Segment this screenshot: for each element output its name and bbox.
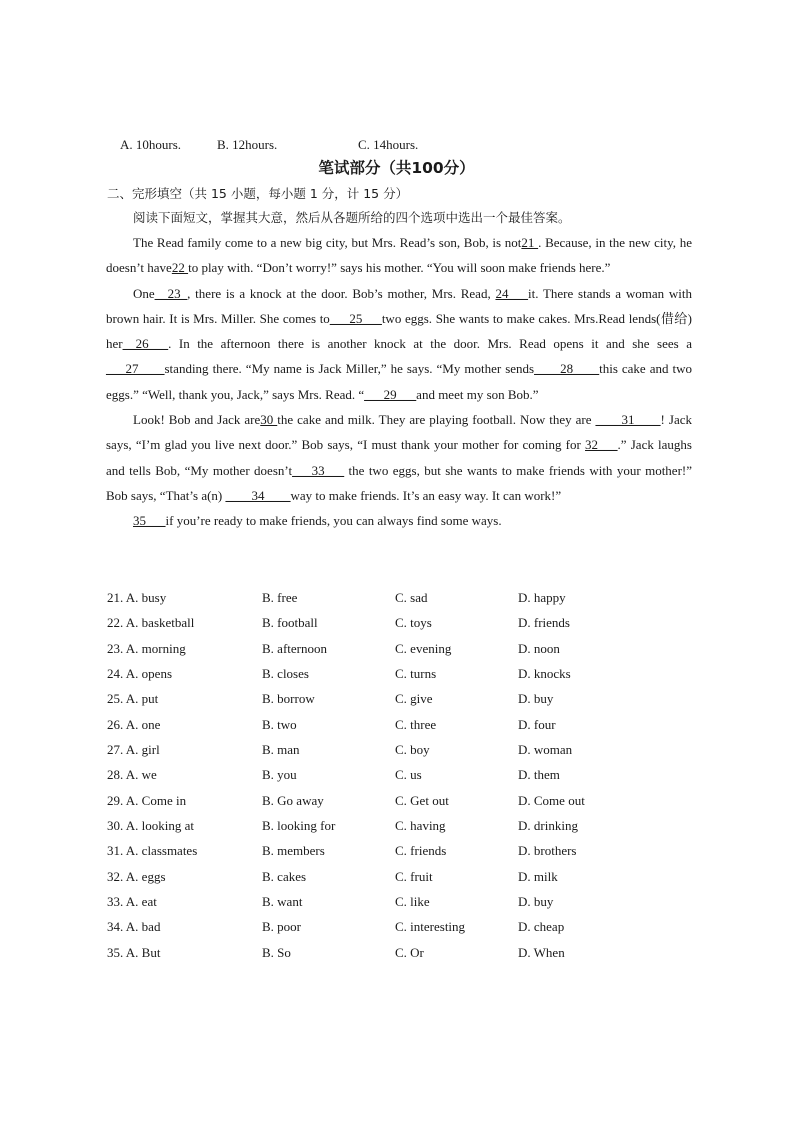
option-a: 25. A. put — [107, 691, 159, 707]
question-row — [107, 788, 693, 813]
option-d: D. cheap — [518, 919, 565, 935]
option-b: B. want — [262, 894, 303, 910]
option-d: D. four — [518, 716, 556, 732]
option-d: D. knocks — [518, 666, 571, 682]
option-b: B. cakes — [262, 868, 307, 884]
option-b: B. poor — [262, 919, 301, 935]
option-b: B. borrow — [262, 691, 315, 707]
option-c: C. Or — [395, 944, 424, 960]
text: standing there. “My name is Jack Miller,” he says. “My mother sends — [164, 361, 535, 377]
paragraph-1 — [106, 230, 692, 281]
option-a: 23. A. morning — [107, 640, 186, 656]
blank-27: ___27____ — [106, 361, 165, 377]
blank-23: __23_ — [154, 285, 188, 301]
blank-33: ___33___ — [292, 462, 345, 478]
text: ! Jack says, “I’m glad you live next door.” Bob says, “I must thank your mother for coming for — [106, 412, 692, 453]
paragraph-2 — [106, 281, 692, 407]
blank-25: ___25___ — [329, 310, 382, 326]
paragraph-3 — [106, 407, 692, 508]
text: to play with. “Don’t worry!” says his mother. “You will soon make friends here.” — [188, 260, 611, 276]
question-row — [107, 686, 693, 711]
option-c: C. interesting — [395, 919, 466, 935]
option-c: C. sad — [395, 590, 428, 605]
text: if you’re ready to make friends, you can always find some ways. — [165, 513, 502, 529]
option-a: 30. A. looking at — [107, 818, 195, 834]
text: two eggs. She wants to make cakes. Mrs.Read lends(借给) her — [106, 310, 692, 352]
question-row — [107, 838, 693, 863]
blank-35: 35___ — [133, 513, 166, 529]
option-d: D. friends — [518, 615, 570, 631]
option-a: A. 10hours. — [120, 137, 182, 152]
option-a: 33. A. eat — [107, 894, 157, 910]
option-a: 24. A. opens — [107, 666, 172, 682]
option-d: D. brothers — [518, 843, 577, 859]
text: this cake and two eggs.” “Well, thank you, Jack,” says Mrs. Read. “ — [106, 361, 692, 402]
text: . In the afternoon there is another knock at the door. Mrs. Read opens it and she sees a — [168, 336, 692, 352]
option-a: 34. A. bad — [107, 919, 161, 935]
question-row — [107, 737, 693, 762]
section-title: 笔试部分（共100分） — [318, 159, 475, 177]
text: The Read family come to a new big city, but Mrs. Read’s son, Bob, is not — [133, 235, 522, 250]
option-a: 32. A. eggs — [107, 868, 166, 884]
question-row — [107, 940, 693, 965]
blank-30: 30 — [260, 412, 278, 428]
question-row — [107, 914, 693, 939]
option-d: D. drinking — [518, 818, 578, 834]
option-b: B. free — [262, 590, 298, 605]
paragraph-4 — [106, 508, 692, 533]
option-a: 26. A. one — [107, 716, 161, 732]
option-a: 29. A. Come in — [107, 792, 187, 808]
option-c: C. give — [395, 691, 433, 707]
option-d: D. noon — [518, 640, 560, 656]
option-c: C. like — [395, 894, 430, 910]
option-c: C. evening — [395, 640, 452, 656]
text: way to make friends. It’s an easy way. It can work!” — [290, 487, 562, 503]
option-b: B. Go away — [262, 792, 324, 808]
question-row — [107, 636, 693, 661]
text: and meet my son Bob.” — [416, 386, 539, 402]
option-c: C. friends — [395, 843, 447, 859]
option-b: B. 12hours. — [217, 137, 278, 152]
option-c: C. turns — [395, 666, 437, 682]
blank-31: ____31____ — [595, 412, 661, 428]
option-b: B. man — [262, 742, 300, 758]
text: Look! Bob and Jack are — [133, 412, 261, 428]
option-d: D. them — [518, 767, 560, 783]
instruction: 阅读下面短文，掌握其大意，然后从各题所给的四个选项中选出一个最佳答案。 — [133, 210, 571, 225]
option-b: B. So — [262, 944, 291, 960]
text: .” Jack laughs and tells Bob, “My mother doesn’t — [106, 437, 692, 478]
section-heading: 二、完形填空（共 15 小题，每小题 1 分，计 15 分） — [107, 186, 409, 201]
blank-34: ____34____ — [225, 487, 291, 503]
option-b: B. members — [262, 843, 325, 859]
option-c: C. three — [395, 716, 437, 732]
option-b: B. afternoon — [262, 640, 327, 656]
question-row — [107, 585, 693, 610]
question-list — [107, 585, 693, 965]
blank-29: ___29___ — [364, 386, 417, 402]
option-b: B. closes — [262, 666, 309, 682]
question-row — [107, 661, 693, 686]
text: it. There stands a woman with brown hair. It is Mrs. Miller. She comes to — [106, 285, 692, 326]
question-row — [107, 712, 693, 737]
option-d: D. buy — [518, 894, 554, 910]
option-a: 21. A. busy — [107, 590, 167, 605]
option-a: 35. A. But — [107, 944, 161, 960]
blank-32: 32___ — [585, 437, 618, 453]
option-a: 31. A. classmates — [107, 843, 198, 859]
blank-21: 21 — [521, 235, 539, 250]
question-row — [107, 762, 693, 787]
question-row — [107, 610, 693, 635]
option-a: 28. A. we — [107, 767, 157, 783]
text: , there is a knock at the door. Bob’s mother, Mrs. Read, — [187, 285, 491, 301]
option-c: C. us — [395, 767, 422, 783]
blank-28: ____28____ — [534, 361, 600, 377]
question-row — [107, 813, 693, 838]
option-d: D. milk — [518, 868, 558, 884]
option-a: 27. A. girl — [107, 742, 160, 758]
text: the two eggs, but she wants to make friends with your mother!” Bob says, “That’s a(n) — [106, 462, 693, 503]
option-d: D. woman — [518, 742, 573, 758]
text: the cake and milk. They are playing football. Now they are — [277, 412, 592, 428]
option-b: B. you — [262, 767, 297, 783]
option-c: C. toys — [395, 615, 432, 631]
option-c: C. boy — [395, 742, 430, 758]
option-b: B. looking for — [262, 818, 336, 834]
blank-24: 24___ — [495, 285, 528, 301]
option-d: D. When — [518, 944, 565, 960]
blank-22: 22 — [171, 260, 189, 276]
option-c: C. 14hours. — [358, 137, 419, 152]
option-c: C. having — [395, 818, 446, 834]
option-b: B. football — [262, 615, 318, 631]
text: . Because, in the new city, he doesn’t have — [106, 235, 693, 276]
option-d: D. buy — [518, 691, 554, 707]
option-d: D. happy — [518, 590, 566, 605]
text: One — [133, 285, 155, 301]
option-b: B. two — [262, 716, 297, 732]
cloze-passage — [106, 230, 692, 534]
option-a: 22. A. basketball — [107, 615, 195, 631]
question-row — [107, 889, 693, 914]
option-c: C. fruit — [395, 868, 433, 884]
blank-26: __26___ — [122, 336, 169, 352]
option-c: C. Get out — [395, 792, 449, 808]
option-d: D. Come out — [518, 792, 585, 808]
question-row — [107, 864, 693, 889]
